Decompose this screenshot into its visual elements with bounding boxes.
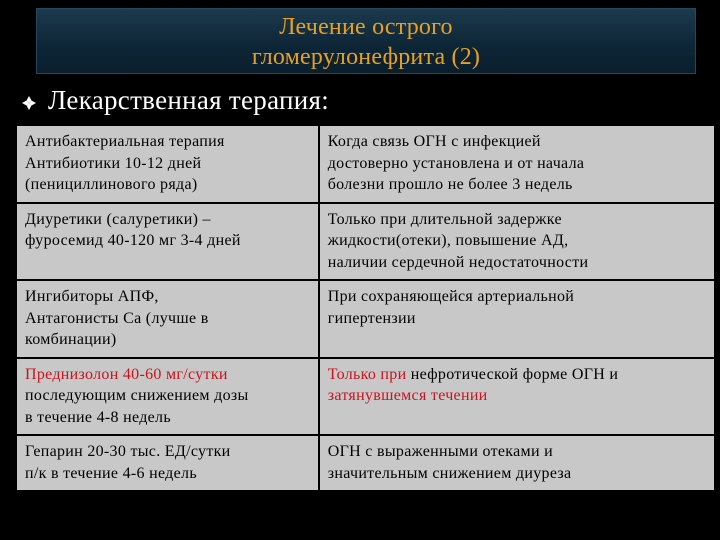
cell-line: фуросемид 40-120 мг 3-4 дней [25,232,241,249]
indication-cell [319,280,715,358]
indication-cell [319,125,715,203]
cell-line: Когда связь ОГН с инфекцией [327,133,541,150]
cell-line: значительным снижением диуреза [327,464,572,482]
cell-line: достоверно установлена и от начала [327,154,585,172]
drug-cell [16,280,319,358]
table-row [16,358,715,436]
cell-text: нефротической форме ОГН и [406,365,619,383]
slide-title-box [36,8,696,74]
indication-cell [319,358,715,436]
cell-line: (пенициллинового ряда) [25,176,198,193]
diamond-bullet-icon [22,96,36,110]
therapy-table [15,124,716,492]
cell-line: Диуретики (салуретики) – [25,210,211,228]
table-row [16,280,715,358]
indication-cell [319,435,715,491]
cell-line: наличии сердечной недостаточности [327,253,589,271]
cell-line: ОГН с выраженными отеками и [327,443,553,460]
cell-line: Ингибиторы АПФ, [25,288,159,305]
cell-line: Антибактериальная терапия [25,133,225,150]
table-row [16,203,715,281]
cell-line: последующим снижением дозы [25,387,249,404]
cell-line: Антибиотики 10-12 дней [25,154,202,172]
table-row [16,435,715,491]
cell-line: гипертензии [327,309,416,327]
cell-line-highlight: Преднизолон 40-60 мг/сутки [25,365,228,383]
table-row [16,125,715,203]
indication-cell [319,203,715,281]
slide-title-line-2: гломерулонефрита (2) [251,44,481,70]
highlight-text: Только при [327,365,407,383]
cell-line: Антагонисты Са (лучше в [25,309,209,327]
drug-cell [16,203,319,281]
drug-cell [16,435,319,491]
cell-line: комбинации) [25,331,117,348]
cell-line: При сохраняющейся артериальной [327,288,575,305]
cell-line-highlight: затянувшемся течении [327,387,488,404]
cell-line: Гепарин 20-30 тыс. ЕД/сутки [25,443,231,460]
cell-line [328,364,708,386]
cell-line: жидкости(отеки), повышение АД, [327,232,569,249]
cell-line: п/к в течение 4-6 недель [25,464,197,482]
cell-line: Только при длительной задержке [327,210,562,228]
slide-subtitle: Лекарственная терапия: [48,85,330,115]
slide-title-line-1: Лечение острого [279,14,453,40]
drug-cell [16,125,319,203]
cell-line: болезни прошло не более 3 недель [327,176,573,193]
cell-line: в течение 4-8 недель [25,408,171,426]
drug-cell [16,358,319,436]
